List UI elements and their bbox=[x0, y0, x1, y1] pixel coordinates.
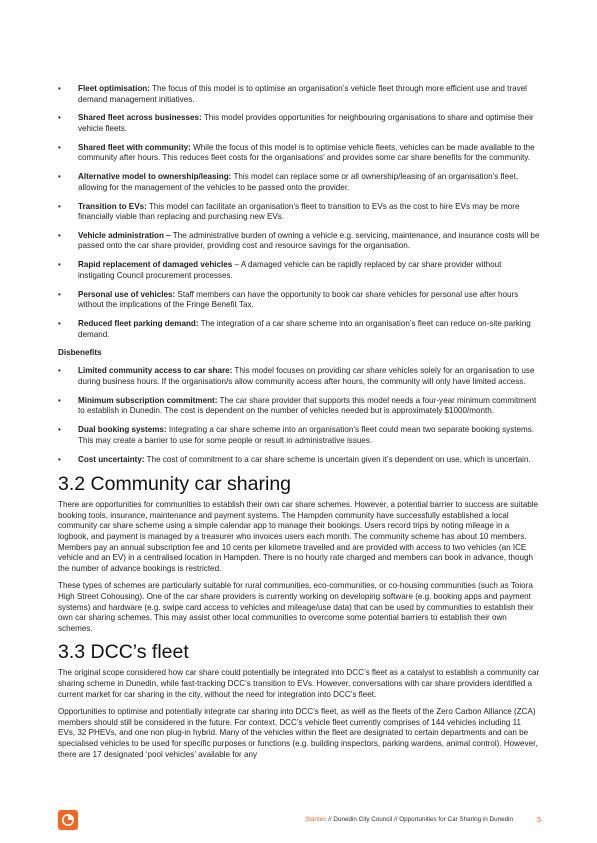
bullet-item bbox=[58, 172, 540, 193]
bullet-icon: • bbox=[58, 84, 61, 93]
page-number: 5 bbox=[537, 815, 542, 824]
bullet-icon: • bbox=[58, 113, 61, 123]
bullet-item bbox=[58, 143, 540, 164]
bullet-item bbox=[58, 396, 540, 417]
bullet-title: Vehicle administration – bbox=[78, 230, 171, 240]
bullet-title: Shared fleet with community: bbox=[78, 142, 191, 152]
bullet-item bbox=[58, 113, 540, 134]
bullet-item bbox=[58, 231, 540, 252]
bullet-text: While the focus of this model is to optimise vehicle fleets, vehicles can be made available to the community after hours. This reduces fleet costs for the organisations’ and provides some car share benefits for the community. bbox=[78, 142, 535, 163]
bullet-icon: • bbox=[58, 172, 61, 182]
bullet-text: The cost of commitment to a car share scheme is uncertain given it’s dependent on use, which is uncertain. bbox=[144, 454, 531, 464]
bullet-icon: • bbox=[58, 395, 61, 405]
disbenefits-heading: Disbenefits bbox=[58, 348, 102, 358]
bullet-icon: • bbox=[58, 201, 61, 211]
bullet-icon: • bbox=[58, 425, 61, 435]
bullet-icon: • bbox=[58, 260, 61, 270]
footer-text bbox=[305, 816, 513, 823]
paragraph: There are opportunities for communities to establish their own car share schemes. However, a potential barrier to success are suitable booking tools, insurance, maintenance and payment systems. The Hampden community have successfully established a local community car share scheme using a simple calendar app to manage their bookings. Users record trips by noting mileage in a logbook, and payment is managed by a treasurer who invoices users each month. The community scheme has about 10 members. Members pay an annual subscription fee and 10 cents per kilometre travelled and are provided with access to two vehicles (an ICE vehicle and an EV) in a centralised location in Hampden. There is no hourly rate charged and members can book in advance, though the number of advance bookings is restricted. bbox=[58, 500, 539, 573]
bullet-title: Transition to EVs: bbox=[78, 201, 147, 211]
bullet-text: The focus of this model is to optimise an organisation’s vehicle fleet through more efficient use and travel demand management initiatives. bbox=[78, 84, 527, 104]
bullet-title: Reduced fleet parking demand: bbox=[78, 319, 199, 328]
bullet-item bbox=[58, 455, 540, 466]
bullet-icon: • bbox=[58, 366, 61, 376]
bullet-item bbox=[58, 260, 540, 281]
bullet-text: Staff members can have the opportunity to book car share vehicles for personal use after hours without the implications of the Fringe Benefit Tax. bbox=[78, 289, 519, 310]
paragraph: The original scope considered how car share could potentially be integrated into DCC’s fleet as a catalyst to establish a community car sharing scheme in Dunedin, while fast-tracking DCC’s transition to EVs. However, conversations with car share providers identified a current market for car sharing in the city, without the need for integration into DCC’s fleet. bbox=[58, 668, 540, 699]
bullet-icon: • bbox=[58, 289, 61, 299]
bullet-title: Dual booking systems: bbox=[78, 425, 167, 435]
bullet-item bbox=[58, 319, 540, 340]
bullet-title: Minimum subscription commitment: bbox=[78, 395, 218, 405]
bullet-icon: • bbox=[58, 319, 61, 328]
bullet-icon: • bbox=[58, 454, 61, 464]
bullet-item bbox=[58, 84, 540, 105]
bullet-item bbox=[58, 290, 540, 311]
bullet-text: The administrative burden of owning a vehicle e.g. servicing, maintenance, and insurance costs will be passed onto the car share provider, providing cost and resource savings for the organisation. bbox=[78, 230, 540, 251]
bullet-text: The car share provider that supports this model needs a four-year minimum commitment to establish in Dunedin. The cost is dependent on the number of vehicles needed but is approximately $1000/month. bbox=[78, 395, 537, 416]
bullet-title: Shared fleet across businesses: bbox=[78, 113, 202, 123]
bullet-icon: • bbox=[58, 230, 61, 240]
bullet-text: This model can replace some or all ownership/leasing of an organisation’s fleet, allowing for the management of the vehicles to be passed onto the provider. bbox=[78, 172, 519, 192]
paragraph: Opportunities to optimise and potentially integrate car sharing into DCC’s fleet, as well as the fleets of the Zero Carbon Alliance (ZCA) members should still be considered in the future. For context, DCC’s vehicle fleet currently comprises of 144 vehicles including 11 EVs, 32 PHEVs, and one non plug-in hybrid. Many of the vehicles within the fleet are designated to certain departments and can be specialised vehicles to be used for specific purposes or functions (e.g. building inspectors, parking wardens, animal control). However, there are 17 designated ‘pool vehicles’ available for any bbox=[58, 707, 538, 759]
paragraph: These types of schemes are particularly suitable for rural communities, eco-communities, or co-housing communities (such as Toiora High Street Cohousing). One of the car share providers is currently working on developing software (e.g. booking apps and payment systems) and hardware (e.g. swipe card access to vehicles and mileage/use data) that can be used by communities to establish their own car sharing schemes. This may assist other local communities to overcome some potential barriers to establish their own schemes. bbox=[58, 581, 534, 633]
bullet-item bbox=[58, 366, 540, 387]
section-heading-community-car-sharing: 3.2 Community car sharing bbox=[58, 473, 292, 496]
bullet-title: Cost uncertainty: bbox=[78, 454, 145, 464]
bullet-title: Limited community access to car share: bbox=[78, 366, 233, 376]
bullet-title: Rapid replacement of damaged vehicles bbox=[78, 260, 233, 270]
bullet-item bbox=[58, 425, 540, 446]
page-content bbox=[58, 84, 540, 767]
stantec-logo-icon bbox=[58, 810, 78, 830]
footer-title: // Dunedin City Council // Opportunities for Car Sharing in Dunedin bbox=[326, 816, 513, 823]
bullet-icon: • bbox=[58, 142, 61, 152]
footer-brand: Stantec bbox=[305, 816, 327, 823]
disbenefits-list bbox=[58, 366, 540, 465]
bullet-title: Fleet optimisation: bbox=[78, 84, 150, 93]
section-heading-dcc-fleet: 3.3 DCC’s fleet bbox=[58, 641, 189, 664]
bullet-text: The integration of a car share scheme into an organisation’s fleet can reduce on-site parking demand. bbox=[78, 319, 531, 339]
bullet-text: This model can facilitate an organisation’s fleet to transition to EVs as the cost to hire EVs may be more financially viable than replacing and purchasing new EVs. bbox=[78, 201, 520, 222]
bullet-item bbox=[58, 202, 540, 223]
bullet-text: This model provides opportunities for neighbouring organisations to share and optimise their vehicle fleets. bbox=[78, 113, 534, 133]
benefits-list bbox=[58, 84, 540, 340]
bullet-title: Alternative model to ownership/leasing: bbox=[78, 172, 232, 182]
bullet-text: This model focuses on providing car share vehicles solely for an organisation to use during business hours. If the organisation/s allow community access after hours, the community will only have limited access. bbox=[78, 366, 535, 386]
bullet-text: Integrating a car share scheme into an organisation’s fleet could mean two separate booking systems. This may create a barrier to use for some people or result in administrative issues. bbox=[78, 425, 535, 445]
bullet-text: – A damaged vehicle can be rapidly replaced by car share provider without instigating Council procurement processes. bbox=[78, 260, 502, 280]
bullet-title: Personal use of vehicles: bbox=[78, 289, 176, 299]
page-footer bbox=[0, 808, 597, 832]
